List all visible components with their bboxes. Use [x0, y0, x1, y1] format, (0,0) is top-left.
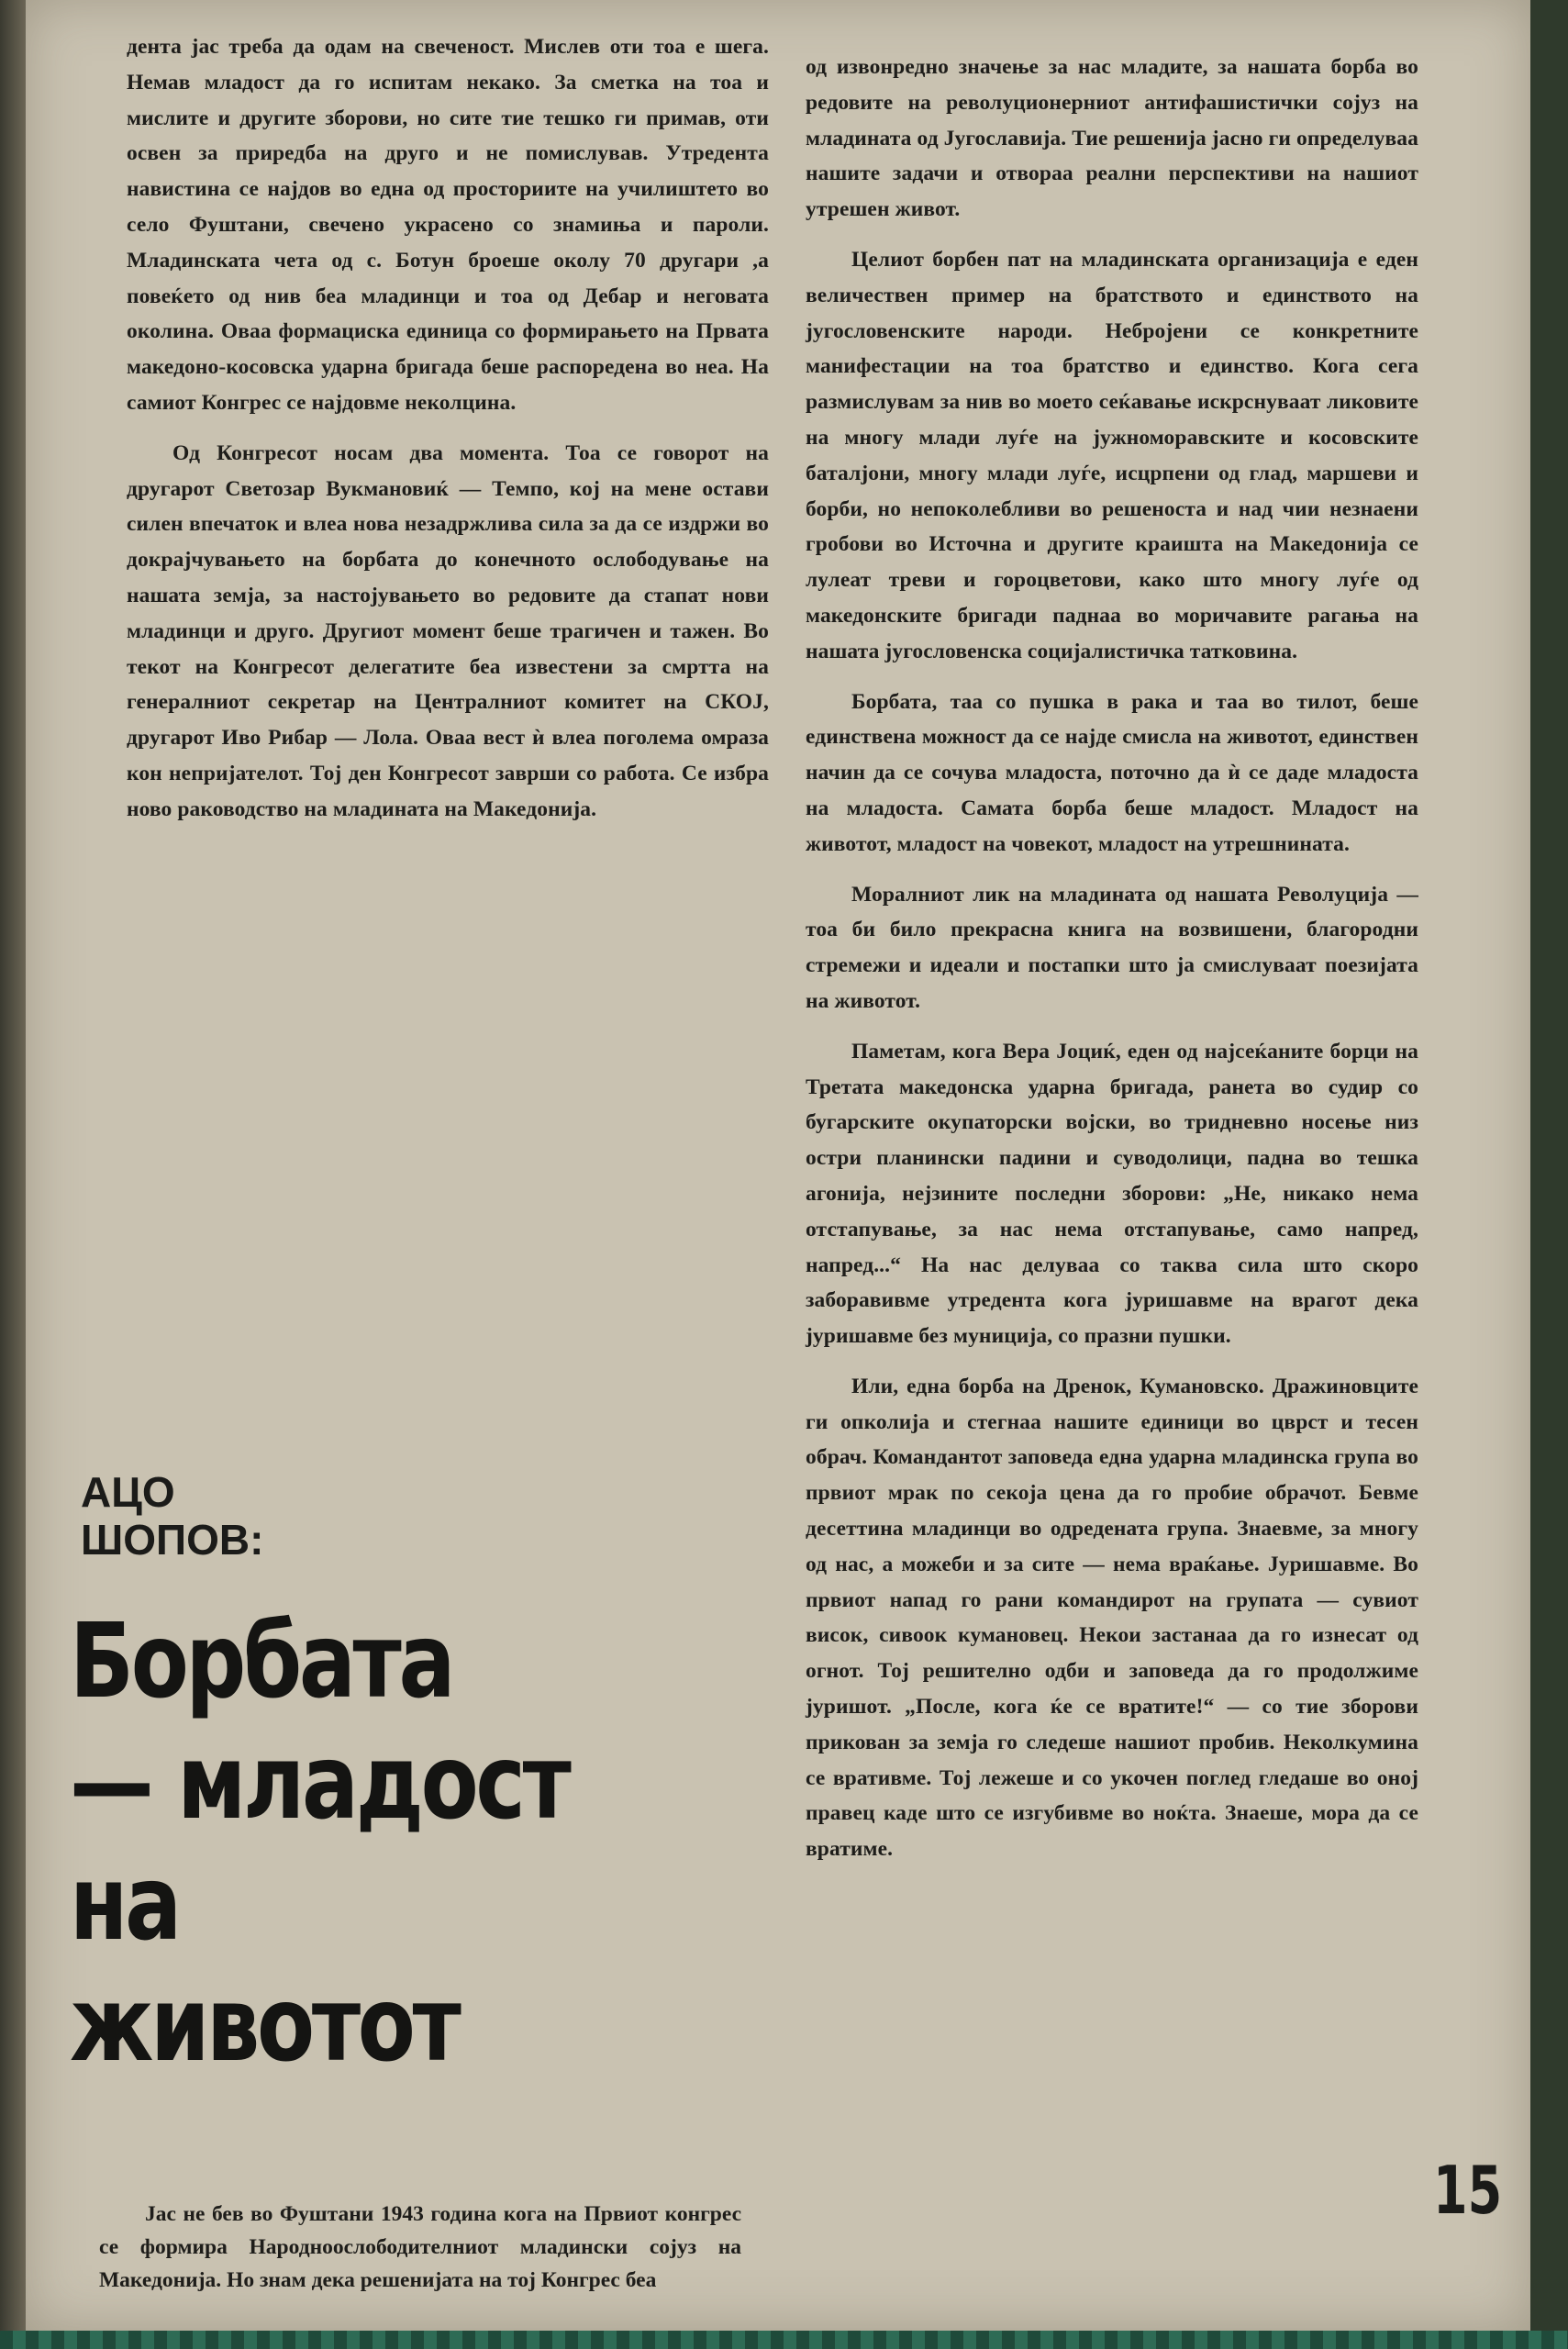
author-first-name: АЦО: [81, 1468, 175, 1516]
book-gutter: [0, 0, 26, 2349]
author-last-name: ШОПОВ:: [81, 1516, 264, 1564]
paragraph: Целиот борбен пат на младинската организација е еден величествен пример на братството и единството на југословенските народи. Небројени се конкретните манифестации на тоа братство и единство. Кога сега размислувам за нив во моето сеќавање искрснуваат ликовите на многу млади луѓе на јужноморавските и косовските баталјони, многу млади луѓе, исцрпени од глад, маршеви и борби, но непоколебливи во решеноста и над чии незнаени гробови во Источна и другите краишта на Македонија се лулеат треви и гороцветови, како што многу луѓе од македонските бригади паднаа во моричавите рагања на нашата југословенска социјалистичка татковина.: [806, 247, 1418, 663]
intro-paragraph: Јас не бев во Фуштани 1943 година кога на Првиот конгрес се формира Народноослободителниот младински сојуз на Македонија. Но знам дека решенијата на тој Конгрес беа: [99, 2202, 741, 2292]
paragraph: дента јас треба да одам на свеченост. Мислев оти тоа е шега. Немав младост да го испитам некако. За сметка на тоа и мислите и другите зборови, но сите тие тешко ги примав, оти освен за приредба на друго и не помислував. Утредента навистина се најдов во една од просториите на училиштето во село Фуштани, свечено украсено со знамиња и пароли. Младинската чета од с. Ботун броеше околу 70 другари ,а повеќето од нив беа младинци и тоа од Дебар и неговата околина. Оваа формациска единица со формирањето на Првата македоно-косовска ударна бригада беше распоредена во неа. На самиот Конгрес се најдовме неколцина.: [127, 35, 769, 415]
paragraph: Борбата, таа со пушка в рака и таа во тилот, беше единствена можност да се најде смисла на животот, единствен начин да се сочува младоста, поточно да ѝ се даде младоста на младоста. Самата борба беше младост. Младост на животот, младост на човекот, младост на утрешнината.: [806, 689, 1418, 856]
headline-line: на: [70, 1844, 179, 1964]
paragraph: Од Конгресот носам два момента. Тоа се говорот на другарот Светозар Вукмановиќ — Темпо, кој на мене остави силен впечаток и влеа нова незадржлива сила за да се издржи во докрајчувањето на борбата до конечното ослободување на нашата земја, за настојувањето во редовите да стапат нови младинци и друго. Другиот момент беше трагичен и тажен. Во текот на Конгресот делегатите беа известени за смртта на генералниот секретар на Централниот комитет на СКОЈ, другарот Иво Рибар — Лола. Оваа вест ѝ влеа поголема омраза кон непријателот. Тој ден Конгресот заврши со работа. Се избра ново раководство на младината на Македонија.: [127, 440, 769, 821]
headline-line: Борбата: [70, 1602, 453, 1721]
paragraph: од извонредно значење за нас младите, за нашата борба во редовите на револуционерниот антифашистички сојуз на младината од Југославија. Тие решенија јасно ги определуваа нашите задачи и отвораа реални перспективи на нашиот утрешен живот.: [806, 55, 1418, 222]
headline-line: животот: [70, 1965, 459, 2085]
paragraph: Паметам, кога Вера Јоциќ, еден од најсеќаните борци на Третата македонска ударна бригада, ранета во судир со бугарските окупаторски војски, во тридневно носење низ остри планински падини и суводолици, падна во тешка агонија, нејзините последни зборови: „Не, никако нема отстапување, за нас нема отстапување, само напред, напред...“ На нас делуваа со таква сила што скоро заборавивме утредента кога јуришавме на врагот дека јуришавме без муниција, со празни пушки.: [806, 1039, 1418, 1349]
paragraph: Моралниот лик на младината од нашата Револуција — тоа би било прекрасна книга на возвишени, благородни стремежи и идеали и постапки што ја смислуваат поезијата на животот.: [806, 882, 1418, 1013]
article-headline: [70, 1601, 582, 2086]
headline-line: — младост: [70, 1723, 569, 1842]
author-name: [81, 1468, 723, 1564]
magazine-page: [26, 0, 1530, 2331]
cover-strip: [0, 2331, 1568, 2349]
right-text-column: [806, 50, 1418, 1867]
paragraph: Или, една борба на Дренок, Кумановско. Дражиновците ги опколија и стегнаа нашите единици во цврст и тесен обрач. Командантот заповеда една ударна младинска група во првиот мрак по секоја цена да го пробие обрачот. Бевме десеттина младинци во одредената група. Знаевме, за многу од нас, а можеби и за сите — нема враќање. Јуришавме. Во првиот напад го рани командирот на групата — сувиот висок, сивоок кумановец. Некои застанаа да го изнесат од огнот. Тој решително одби и заповеда да го продолжиме јуришот. „После, кога ќе се вратите!“ — со тие зборови прикован за земја го следеше нашиот пробив. Неколкумина се вративме. Тој лежеше и со укочен поглед гледаше во оној правец каде што се изгубивме во ноќта. Знаеше, мора да се вратиме.: [806, 1374, 1418, 1862]
article-intro: [99, 2198, 741, 2297]
left-text-column: [127, 29, 769, 828]
page-number: 15: [1433, 2152, 1503, 2229]
